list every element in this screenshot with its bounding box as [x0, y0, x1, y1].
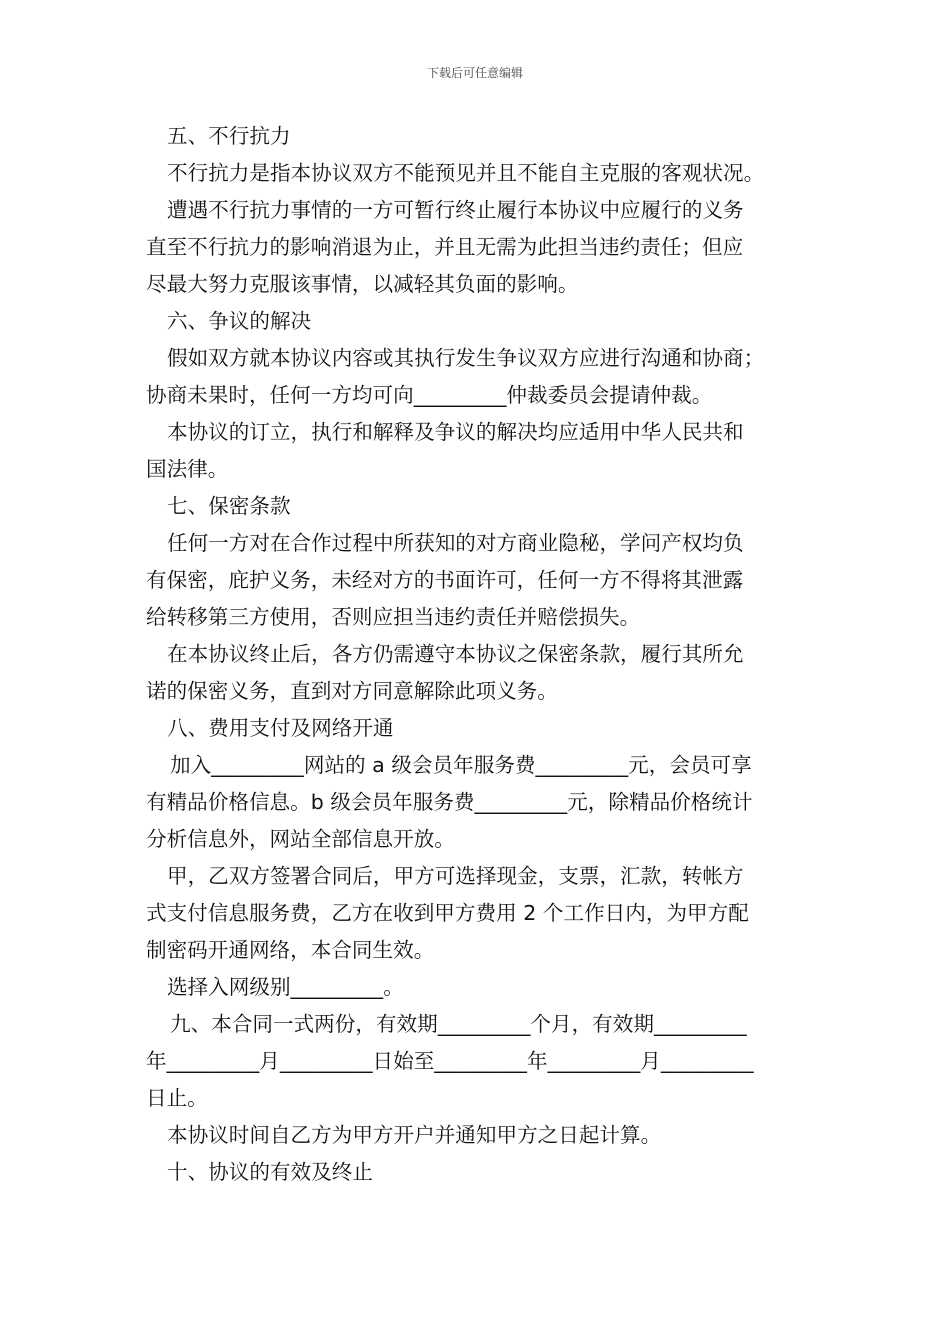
paragraph-line: 甲，乙双方签署合同后，甲方可选择现金，支票，汇款，转帐方: [167, 864, 744, 888]
paragraph-line: 式支付信息服务费，乙方在收到甲方费用 2 个工作日内，为甲方配: [146, 901, 749, 925]
page-header: 下载后可任意编辑: [426, 66, 523, 80]
paragraph-line: 制密码开通网络，本合同生效。: [146, 938, 435, 962]
paragraph-line: 不行抗力是指本协议双方不能预见并且不能自主克服的客观状况。: [167, 161, 765, 185]
document-body: [146, 118, 810, 1191]
paragraph-line: 直至不行抗力的影响消退为止，并且无需为此担当违约责任；但应: [146, 235, 744, 259]
paragraph-line: 分析信息外，网站全部信息开放。: [146, 827, 455, 851]
section-heading-fees: 八、费用支付及网络开通: [167, 716, 394, 740]
paragraph-line: 本协议的订立，执行和解释及争议的解决均应适用中华人民共和: [167, 420, 744, 444]
paragraph-line: 加入_________网站的 a 级会员年服务费_________元，会员可享: [170, 753, 752, 777]
paragraph-line: 在本协议终止后，各方仍需遵守本协议之保密条款，履行其所允: [167, 642, 744, 666]
paragraph-line: 本协议时间自乙方为甲方开户并通知甲方之日起计算。: [167, 1123, 662, 1147]
paragraph-line: 国法律。: [146, 457, 229, 481]
paragraph-line: 有精品价格信息。b 级会员年服务费_________元，除精品价格统计: [146, 790, 753, 814]
section-heading-validity: 十、协议的有效及终止: [167, 1160, 373, 1184]
paragraph-line: 有保密，庇护义务，未经对方的书面许可，任何一方不得将其泄露: [146, 568, 744, 592]
paragraph-line: 协商未果时，任何一方均可向_________仲裁委员会提请仲裁。: [146, 383, 713, 407]
paragraph-line: 日止。: [146, 1086, 208, 1110]
paragraph-line: 给转移第三方使用，否则应担当违约责任并赔偿损失。: [146, 605, 641, 629]
paragraph-line: 假如双方就本协议内容或其执行发生争议双方应进行沟通和协商；: [167, 346, 765, 370]
paragraph-line: 选择入网级别_________。: [167, 975, 404, 999]
paragraph-line: 诺的保密义务，直到对方同意解除此项义务。: [146, 679, 558, 703]
section-heading-dispute: 六、争议的解决: [167, 309, 312, 333]
paragraph-line: 遭遇不行抗力事情的一方可暂行终止履行本协议中应履行的义务: [167, 198, 744, 222]
section-heading-term: 九、本合同一式两份，有效期_________个月，有效期_________: [170, 1012, 747, 1036]
paragraph-line: 任何一方对在合作过程中所获知的对方商业隐秘，学问产权均负: [167, 531, 744, 555]
section-heading-force-majeure: 五、不行抗力: [167, 124, 291, 148]
section-heading-confidentiality: 七、保密条款: [167, 494, 291, 518]
paragraph-line: 尽最大努力克服该事情，以减轻其负面的影响。: [146, 272, 579, 296]
paragraph-line: 年_________月_________日始至_________年_________月_________: [146, 1049, 754, 1073]
